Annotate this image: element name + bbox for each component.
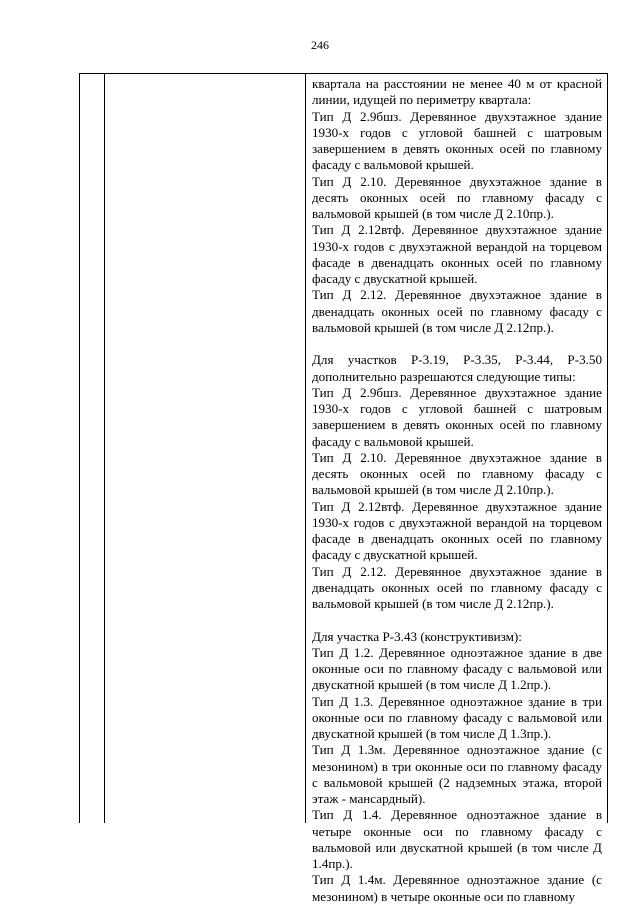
- table-column-divider: [305, 74, 306, 823]
- paragraph: Тип Д 1.2. Деревянное одноэтажное здание в две оконные оси по главному фасаду с вальмовой или двускатной крышей (в том числе Д 1.2пр.).: [312, 644, 602, 693]
- paragraph: Тип Д 2.9бшз. Деревянное двухэтажное здание 1930-х годов с угловой башней с шатровым завершением в девять оконных осей по главному фасаду с вальмовой крышей.: [312, 108, 602, 173]
- paragraph: Тип Д 2.12втф. Деревянное двухэтажное здание 1930-х годов с двухэтажной верандой на торцевом фасаде в двенадцать оконных осей по главному фасаду с двускатной крышей.: [312, 498, 602, 563]
- paragraph: Тип Д 2.12. Деревянное двухэтажное здание в двенадцать оконных осей по главному фасаду с вальмовой крышей (в том числе Д 2.12пр.).: [312, 563, 602, 611]
- paragraph: Тип Д 2.12втф. Деревянное двухэтажное здание 1930-х годов с двухэтажной верандой на торцевом фасаде в двенадцать оконных осей по главному фасаду с двускатной крышей.: [312, 222, 602, 286]
- paragraph: Тип Д 1.3м. Деревянное одноэтажное здание (с мезонином) в три оконные оси по главному фасаду с вальмовой крышей (2 надземных этажа, второй этаж - мансардный).: [312, 742, 602, 806]
- paragraph-spacer: [312, 612, 602, 628]
- paragraph: квартала на расстоянии не менее 40 м от красной линии, идущей по периметру квартала:: [312, 76, 602, 108]
- paragraph: Тип Д 1.4м. Деревянное одноэтажное здание (с мезонином) в четыре оконные оси по главному: [312, 872, 602, 904]
- paragraph: Для участков Р-3.19, Р-3.35, Р-3.44, Р-3.50 дополнительно разрешаются следующие типы:: [312, 352, 602, 384]
- table-text-cell: [312, 76, 602, 905]
- paragraph: Тип Д 2.9бшз. Деревянное двухэтажное здание 1930-х годов с угловой башней с шатровым завершением в девять оконных осей по главному фасаду с вальмовой крышей.: [312, 384, 602, 449]
- paragraph: Тип Д 2.10. Деревянное двухэтажное здание в десять оконных осей по главному фасаду с вальмовой крышей (в том числе Д 2.10пр.).: [312, 449, 602, 498]
- page-number: 246: [311, 38, 329, 52]
- paragraph: Для участка Р-3.43 (конструктивизм):: [312, 628, 522, 644]
- regulation-table: [79, 73, 608, 904]
- paragraph: Тип Д 1.3. Деревянное одноэтажное здание в три оконные оси по главному фасаду с вальмовой или двускатной крышей (в том числе Д 1.3пр.).: [312, 693, 602, 741]
- table-column-divider: [104, 74, 105, 823]
- paragraph: Тип Д 2.10. Деревянное двухэтажное здание в десять оконных осей по главному фасаду с вальмовой крышей (в том числе Д 2.10пр.).: [312, 173, 602, 221]
- paragraph: Тип Д 1.4. Деревянное одноэтажное здание в четыре оконные оси по главному фасаду с вальмовой или двускатной крышей (в том числе Д 1.4пр.).: [312, 807, 602, 871]
- paragraph: Тип Д 2.12. Деревянное двухэтажное здание в двенадцать оконных осей по главному фасаду с вальмовой крышей (в том числе Д 2.12пр.).: [312, 287, 602, 335]
- paragraph-spacer: [312, 336, 602, 352]
